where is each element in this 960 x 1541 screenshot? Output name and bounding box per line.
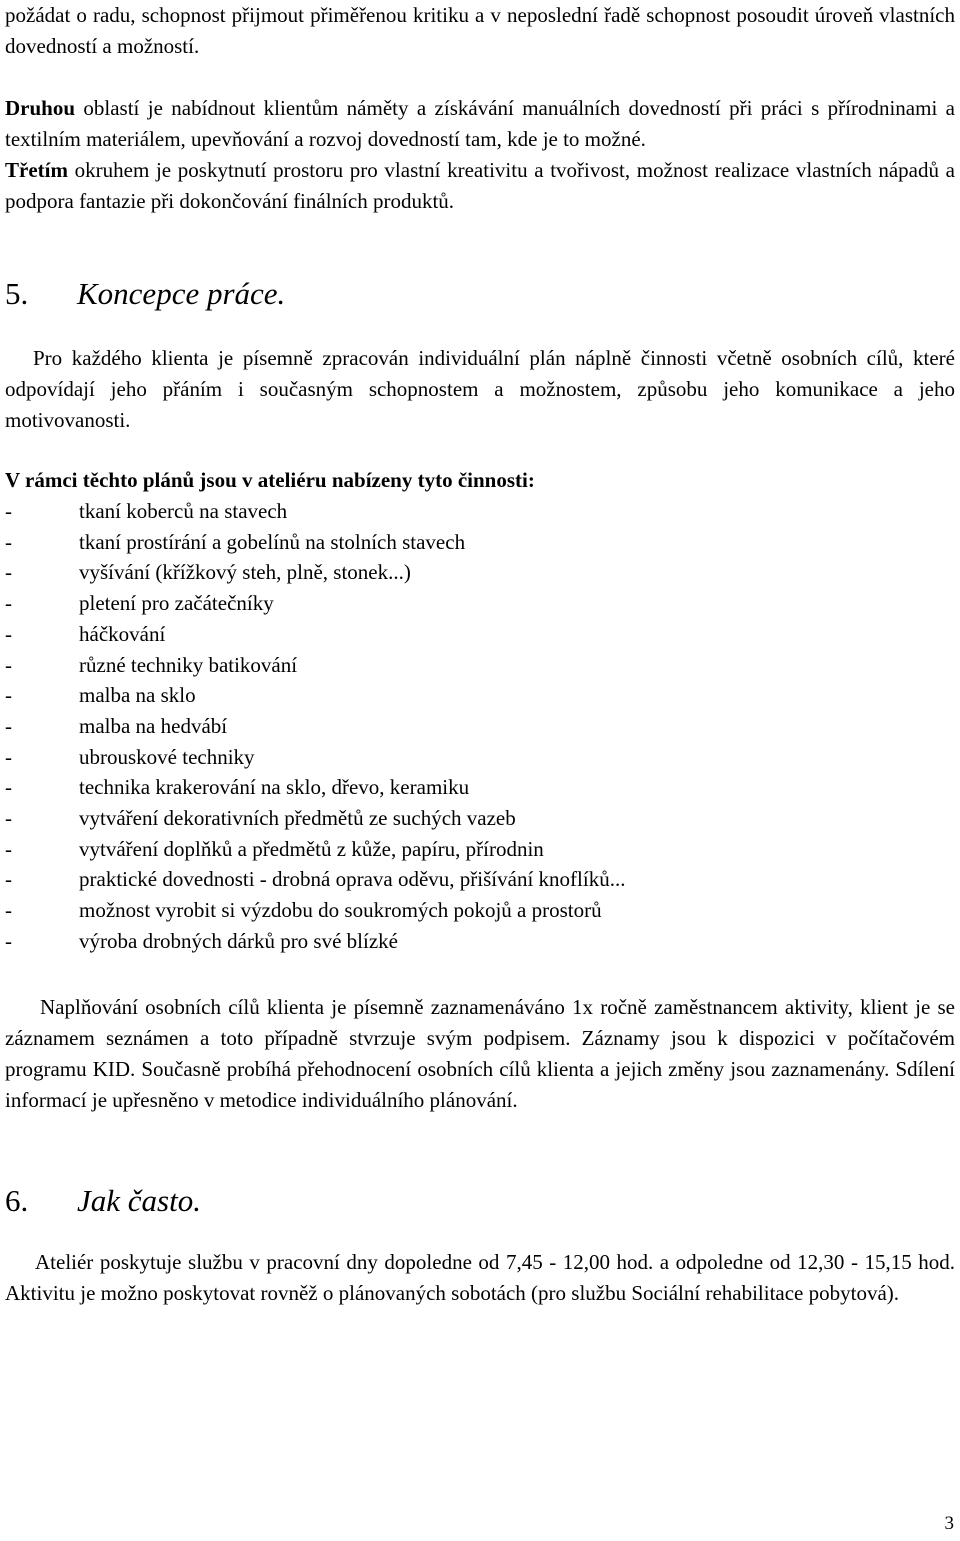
activity-item [5,680,955,711]
section-5-heading [5,274,955,314]
section-6-title: Jak často. [77,1182,201,1218]
activity-text: háčkování [79,621,166,646]
activity-text: malba na hedvábí [79,713,228,738]
area3-paragraph [5,155,955,217]
activity-item [5,895,955,926]
area2-paragraph [5,93,955,155]
list-dash: - [5,867,12,892]
activity-text: možnost vyrobit si výzdobu do soukromých pokojů a prostorů [79,898,602,923]
activity-text: vyšívání (křížkový steh, plně, stonek...) [79,560,411,585]
list-dash: - [5,683,12,708]
list-dash: - [5,928,12,953]
activity-text: výroba drobných dárků pro své blízké [79,928,398,953]
list-dash: - [5,713,12,738]
activity-item [5,527,955,558]
activity-item [5,772,955,803]
schedule-paragraph: Ateliér poskytuje službu v pracovní dny dopoledne od 7,45 - 12,00 hod. a odpoledne od 12,30 - 15,15 hod. Aktivitu je možno poskytovat rovněž o plánovaných sobotách (pro službu Sociální rehabilitace pobytová). [5,1249,955,1305]
list-dash: - [5,744,12,769]
list-dash: - [5,836,12,861]
activities-heading [5,465,955,496]
list-dash: - [5,652,12,677]
plan-paragraph: Pro každého klienta je písemně zpracován individuální plán náplně činnosti včetně osobních cílů, které odpovídají jeho přáním i současným schopnostem a možnostem, způsobu jeho komunikace a jeho motivovanosti. [5,346,955,432]
records-paragraph: Naplňování osobních cílů klienta je písemně zaznamenáváno 1x ročně zaměstnancem aktivity, klient je se záznamem seznámen a toto případně stvrzuje svým podpisem. Záznamy jsou k dispozici v počítačovém programu KID. Současně probíhá přehodnocení osobních cílů klienta a jejich změny jsou zaznamenány. Sdílení informací je upřesněno v metodice individuálního plánování. [5,994,955,1112]
activity-text: vytváření doplňků a předmětů z kůže, papíru, přírodnin [79,836,544,861]
activity-text: různé techniky batikování [79,652,298,677]
area3-lead: Třetím [5,158,68,182]
activity-item [5,803,955,834]
activity-text: pletení pro začátečníky [79,591,274,616]
activity-item [5,864,955,895]
activity-item [5,619,955,650]
list-dash: - [5,529,12,554]
activity-item [5,588,955,619]
list-dash: - [5,621,12,646]
activity-text: malba na sklo [79,683,196,708]
area2-text: oblastí je nabídnout klientům náměty a získávání manuálních dovedností při práci s přírodninami a textilním materiálem, upevňování a rozvoj dovedností tam, kde je to možné. [5,96,955,151]
activity-item [5,711,955,742]
section-6-number: 6. [5,1182,29,1218]
activity-text: praktické dovednosti - drobná oprava oděvu, přišívání knoflíků... [79,867,626,892]
activity-text: vytváření dekorativních předmětů ze suchých vazeb [79,806,516,831]
activity-item [5,557,955,588]
activity-item [5,496,955,527]
list-dash: - [5,560,12,585]
area2-lead: Druhou [5,96,76,120]
activity-text: tkaní prostírání a gobelínů na stolních stavech [79,529,466,554]
activity-item [5,742,955,773]
intro-paragraph: požádat o radu, schopnost přijmout přiměřenou kritiku a v neposlední řadě schopnost posoudit úroveň vlastních dovedností a možností. [5,3,955,58]
document-page [5,0,955,1309]
activities-heading-text: V rámci těchto plánů jsou v ateliéru nabízeny tyto činnosti: [5,468,535,492]
activity-item [5,650,955,681]
list-dash: - [5,898,12,923]
list-dash: - [5,775,12,800]
section-5-number: 5. [5,276,29,311]
activities-list [5,496,955,957]
activity-text: ubrouskové techniky [79,744,255,769]
list-dash: - [5,806,12,831]
section-5-title: Koncepce práce. [77,276,286,311]
activity-item [5,834,955,865]
activity-item [5,926,955,957]
list-dash: - [5,499,12,523]
section-6-heading [5,1181,955,1221]
area3-text: okruhem je poskytnutí prostoru pro vlastní kreativitu a tvořivost, možnost realizace vlastních nápadů a podpora fantazie při dokončování finálních produktů. [5,158,955,213]
page-number: 3 [944,1513,954,1534]
activity-text: tkaní koberců na stavech [79,499,288,523]
list-dash: - [5,591,12,616]
activity-text: technika krakerování na sklo, dřevo, keramiku [79,775,470,800]
